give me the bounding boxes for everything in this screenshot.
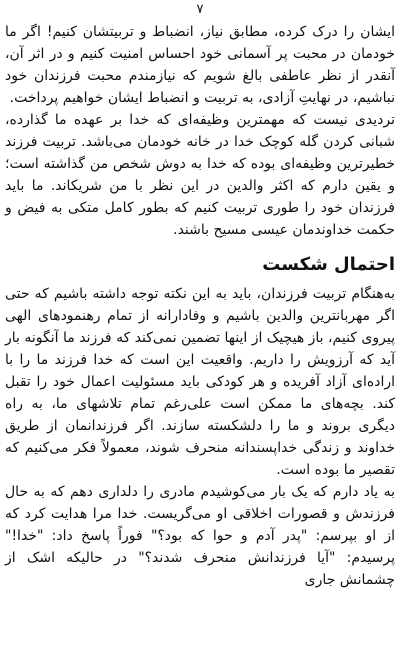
- paragraph: تردیدی نیست که مهمترین وظیفه‌ای که خدا بر عهده ما گذارده، شبانی کردن گله کوچک خدا در خانه خودمان می‌باشد. تربیت فرزند خطیرترین وظیفه‌ای بوده که خدا به دوش شخص من گذاشته است؛ و یقین دارم که اکثر والدین در این نظر با من شریکاند. ما باید فرزندان خود را طوری تربیت کنیم که بطور کامل متکی به فیض و حکمت خداوندمان عیسی مسیح باشند.: [5, 112, 395, 238]
- page-number: ۷: [196, 2, 204, 17]
- section-heading: احتمال شکست: [262, 254, 395, 275]
- page-content: [5, 21, 395, 591]
- paragraph: به یاد دارم که یک بار می‌کوشیدم مادری را دلداری دهم که به حال فرزندش و قصورات اخلاقی او می‌گریست. خدا مرا هدایت کرد که از او بپرسم: "پدر آدم و حوا که بود؟" فوراً پاسخ داد: "خدا!" پرسیدم: "آیا فرزندانش منحرف شدند؟" در حالیکه اشک از چشمانش جاری: [5, 484, 395, 588]
- paragraph: به‌هنگام تربیت فرزندان، باید به این نکته توجه داشته باشیم که حتی اگر مهربانترین والدین باشیم و وفادارانه از تمام رهنمودهای الهی پیروی کنیم، باز هیچیک از اینها تضمین نمی‌کند که فرزند ما آنگونه بار آید که آرزویش را داریم. واقعیت این است که خدا فرزند ما را با اراده‌ای آزاد آفریده و هر کودکی باید مسئولیت اعمال خود را تقبل کند. بچه‌های ما ممکن است علی‌رغم تمام تلاشهای ما، به راه دیگری بروند و ما را دلشکسته سازند. اگر فرزندانمان از طریق خداوند و زندگی خداپسندانه منحرف شوند، معمولاً فکر می‌کنیم که تقصیر ما بوده است.: [5, 286, 395, 478]
- paragraph: ایشان را درک کرده، مطابق نیاز، انضباط و تربیتشان کنیم! اگر ما خودمان در محبت پر آسمانی خود احساس امنیت کنیم و در اثر آن، آنقدر از نظر عاطفی بالغ شویم که نیازمندم محبت فرزندان خود نباشیم، در نهایتِ آزادی، به تربیت و انضباط ایشان خواهیم پرداخت.: [5, 24, 395, 106]
